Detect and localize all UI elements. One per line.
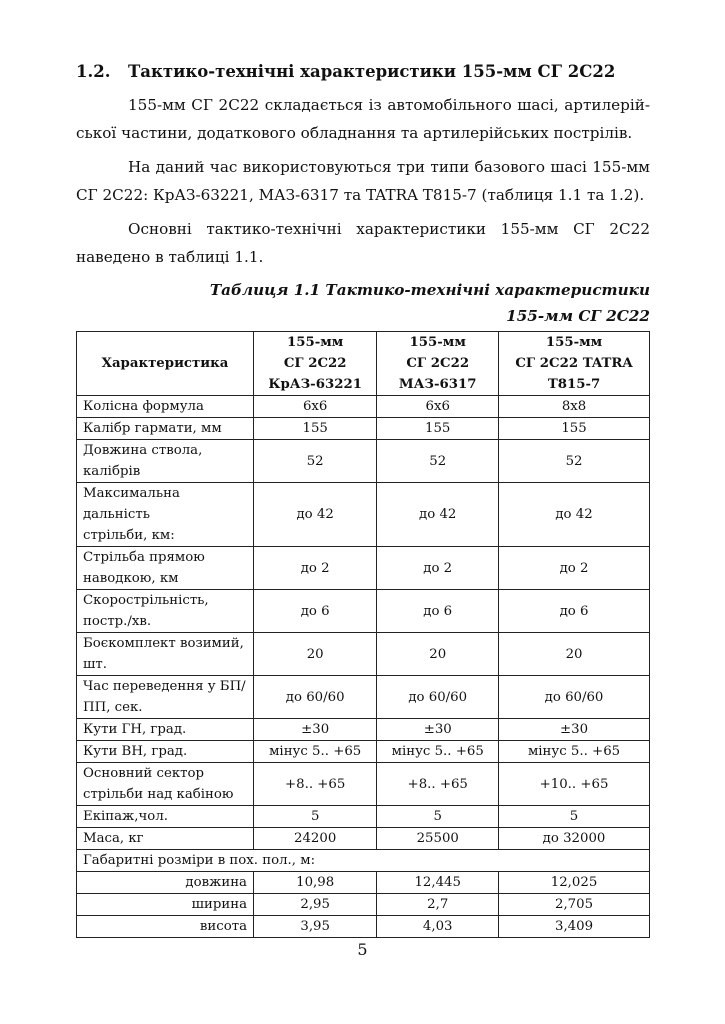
cell-value: до 6 xyxy=(254,590,377,633)
row-label-line: Екіпаж,чол. xyxy=(83,809,168,824)
cell-value: до 32000 xyxy=(499,828,650,850)
cell-value: 6х6 xyxy=(254,396,377,418)
table-caption-line: 155-мм СГ 2С22 xyxy=(506,307,650,325)
table-row xyxy=(77,806,650,828)
cell-value: 12,025 xyxy=(499,872,650,894)
cell-value: 155 xyxy=(499,418,650,440)
cell-value: 2,705 xyxy=(499,894,650,916)
row-label-line: Колісна формула xyxy=(83,399,204,414)
row-label-line: стрільби над кабіною xyxy=(83,787,234,802)
cell-value: до 6 xyxy=(499,590,650,633)
row-label-line: калібрів xyxy=(83,464,141,479)
row-label-line: Маса, кг xyxy=(83,831,144,846)
row-label xyxy=(77,676,254,719)
dims-row xyxy=(77,872,650,894)
cell-value: 10,98 xyxy=(254,872,377,894)
cell-value: 5 xyxy=(254,806,377,828)
row-label xyxy=(77,547,254,590)
table-row xyxy=(77,741,650,763)
table-row xyxy=(77,828,650,850)
cell-value: ±30 xyxy=(499,719,650,741)
header-line: КрАЗ-63221 xyxy=(268,377,362,392)
cell-value: мінус 5.. +65 xyxy=(254,741,377,763)
row-label xyxy=(77,763,254,806)
table-caption xyxy=(76,277,650,329)
page-number: 5 xyxy=(357,940,368,959)
cell-value: 4,03 xyxy=(377,916,499,938)
cell-value: +8.. +65 xyxy=(254,763,377,806)
cell-value: 155 xyxy=(254,418,377,440)
cell-value: 6х6 xyxy=(377,396,499,418)
row-label xyxy=(77,396,254,418)
row-label-line: постр./хв. xyxy=(83,614,152,629)
dims-header: Габаритні розміри в пох. пол., м: xyxy=(77,850,650,872)
row-label-line: Калібр гармати, мм xyxy=(83,421,222,436)
cell-value: 3,95 xyxy=(254,916,377,938)
paragraph: На даний час використовуються три типи базового шасі 155-мм СГ 2С22: КрАЗ-63221, МАЗ-6317 та TATRA T815-7 (таблиця 1.1 та 1.2). xyxy=(76,158,650,204)
cell-value: +10.. +65 xyxy=(499,763,650,806)
cell-value: 25500 xyxy=(377,828,499,850)
cell-value: 52 xyxy=(254,440,377,483)
cell-value: 52 xyxy=(499,440,650,483)
cell-value: мінус 5.. +65 xyxy=(377,741,499,763)
table-row xyxy=(77,547,650,590)
cell-value: до 2 xyxy=(499,547,650,590)
table-row xyxy=(77,676,650,719)
dims-row xyxy=(77,916,650,938)
table-row xyxy=(77,763,650,806)
paragraph: 155-мм СГ 2С22 складається із автомобільного шасі, артилерій-ської частини, додаткового обладнання та артилерійських пострілів. xyxy=(76,96,650,142)
row-label-line: шт. xyxy=(83,657,107,672)
table-body xyxy=(77,396,650,938)
cell-value: до 60/60 xyxy=(254,676,377,719)
section-heading xyxy=(76,62,650,81)
cell-value: 2,7 xyxy=(377,894,499,916)
row-label xyxy=(77,806,254,828)
row-label xyxy=(77,440,254,483)
cell-value: до 60/60 xyxy=(377,676,499,719)
table-row xyxy=(77,590,650,633)
cell-value: до 42 xyxy=(499,483,650,547)
row-label-line: Час переведення у БП/ xyxy=(83,679,246,694)
row-label-line: Кути ВН, град. xyxy=(83,744,188,759)
cell-value: до 42 xyxy=(377,483,499,547)
row-label-line: ПП, сек. xyxy=(83,700,143,715)
cell-value: 24200 xyxy=(254,828,377,850)
row-label xyxy=(77,828,254,850)
cell-value: 20 xyxy=(377,633,499,676)
cell-value: 12,445 xyxy=(377,872,499,894)
row-label-line: Кути ГН, град. xyxy=(83,722,187,737)
header-kraz xyxy=(254,332,377,396)
header-line: 155-мм xyxy=(545,335,603,350)
cell-value: до 2 xyxy=(377,547,499,590)
cell-value: 52 xyxy=(377,440,499,483)
cell-value: до 6 xyxy=(377,590,499,633)
row-label-line: стрільби, км: xyxy=(83,528,175,543)
specs-table xyxy=(76,331,650,938)
table-row xyxy=(77,418,650,440)
cell-value: ±30 xyxy=(377,719,499,741)
row-label xyxy=(77,741,254,763)
dims-header-row xyxy=(77,850,650,872)
cell-value: до 2 xyxy=(254,547,377,590)
header-characteristic: Характеристика xyxy=(77,332,254,396)
table-row xyxy=(77,633,650,676)
cell-value: 155 xyxy=(377,418,499,440)
header-line: МАЗ-6317 xyxy=(398,377,477,392)
header-maz xyxy=(377,332,499,396)
row-label xyxy=(77,483,254,547)
dims-label: ширина xyxy=(77,894,254,916)
row-label xyxy=(77,719,254,741)
table-row xyxy=(77,719,650,741)
header-line: СГ 2С22 xyxy=(406,356,470,371)
cell-value: 2,95 xyxy=(254,894,377,916)
table-caption-line: Таблиця 1.1 Тактико-технічні характеристики xyxy=(209,281,650,299)
paragraph: Основні тактико-технічні характеристики 155-мм СГ 2С22 наведено в таблиці 1.1. xyxy=(76,220,650,266)
cell-value: 20 xyxy=(254,633,377,676)
cell-value: +8.. +65 xyxy=(377,763,499,806)
row-label-line: Довжина ствола, xyxy=(83,443,203,458)
section-title: Тактико-технічні характеристики 155-мм СГ 2С22 xyxy=(128,62,616,81)
row-label xyxy=(77,590,254,633)
cell-value: до 60/60 xyxy=(499,676,650,719)
header-line: СГ 2С22 xyxy=(283,356,347,371)
cell-value: 8х8 xyxy=(499,396,650,418)
table-header-row xyxy=(77,332,650,396)
table-row xyxy=(77,396,650,418)
row-label xyxy=(77,633,254,676)
section-number: 1.2. xyxy=(76,62,111,81)
header-line: 155-мм xyxy=(286,335,344,350)
cell-value: 20 xyxy=(499,633,650,676)
dims-label: довжина xyxy=(77,872,254,894)
row-label xyxy=(77,418,254,440)
header-tatra xyxy=(499,332,650,396)
cell-value: 5 xyxy=(377,806,499,828)
document-page xyxy=(76,62,650,938)
cell-value: мінус 5.. +65 xyxy=(499,741,650,763)
cell-value: 5 xyxy=(499,806,650,828)
cell-value: ±30 xyxy=(254,719,377,741)
header-line: T815-7 xyxy=(547,377,601,392)
table-row xyxy=(77,483,650,547)
header-line: СГ 2С22 TATRA xyxy=(515,356,633,371)
row-label-line: Стрільба прямою xyxy=(83,550,205,565)
row-label-line: наводкою, км xyxy=(83,571,179,586)
row-label-line: Скорострільність, xyxy=(83,593,209,608)
table-row xyxy=(77,440,650,483)
row-label-line: Боєкомплект возимий, xyxy=(83,636,244,651)
row-label-line: Основний сектор xyxy=(83,766,205,781)
row-label-line: Максимальна дальність xyxy=(83,486,180,522)
cell-value: 3,409 xyxy=(499,916,650,938)
header-line: 155-мм xyxy=(409,335,466,350)
dims-row xyxy=(77,894,650,916)
cell-value: до 42 xyxy=(254,483,377,547)
dims-label: висота xyxy=(77,916,254,938)
